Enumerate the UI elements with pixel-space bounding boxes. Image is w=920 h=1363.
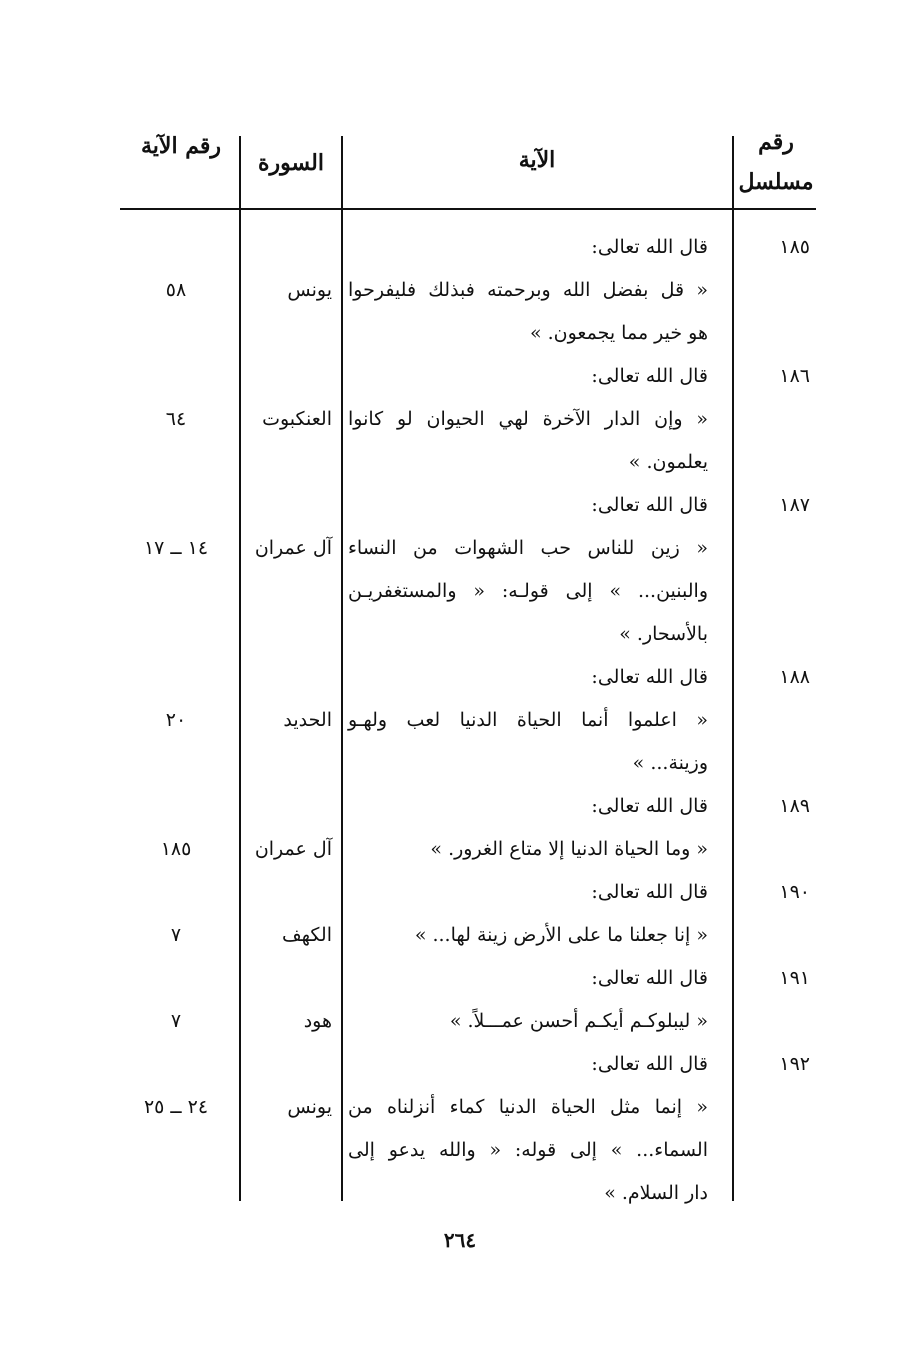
ayah-line: « وإن الدار الآخرة لهي الحيوان لو كانوا: [348, 408, 708, 430]
header-surah: السورة: [258, 150, 324, 176]
column-divider-serial: [732, 136, 734, 1201]
ayah-line: « زين للناس حب الشهوات من النساء: [348, 537, 708, 559]
ayah-text: [348, 1043, 708, 1215]
ayah-line: « ليبلوكـم أيكـم أحسن عمـــلاً. »: [449, 1010, 708, 1032]
ayah-text: [348, 957, 708, 1043]
ayah-intro-line: قال الله تعالى:: [591, 795, 708, 817]
ayah-number: ٢٤ ــ ٢٥: [143, 1096, 209, 1118]
serial-number: ١٨٦: [779, 365, 810, 387]
ayah-number: ٧: [170, 1010, 182, 1032]
ayah-intro-line: قال الله تعالى:: [591, 365, 708, 387]
serial-number: ١٨٥: [779, 236, 810, 258]
ayah-intro-line: قال الله تعالى:: [591, 236, 708, 258]
ayah-intro-line: قال الله تعالى:: [591, 881, 708, 903]
surah-name: هود: [303, 1010, 332, 1032]
surah-name: يونس: [287, 279, 332, 301]
column-divider-ayah: [341, 136, 343, 1201]
ayah-text: [348, 871, 708, 957]
serial-number: ١٨٨: [779, 666, 810, 688]
ayah-text: [348, 656, 708, 785]
ayah-number: ١٤ ــ ١٧: [143, 537, 209, 559]
ayah-intro-line: قال الله تعالى:: [591, 494, 708, 516]
surah-name: العنكبوت: [262, 408, 332, 430]
ayah-number: ٦٤: [165, 408, 187, 430]
serial-number: ١٨٩: [779, 795, 810, 817]
ayah-line: « قل بفضل الله وبرحمته فبذلك فليفرحوا: [348, 279, 708, 301]
ayah-line: والبنين... » إلى قولـه: « والمستغفريـن: [348, 580, 708, 602]
ayah-line: « اعلموا أنما الحياة الدنيا لعب ولهـو: [348, 709, 708, 731]
ayah-number: ٥٨: [165, 279, 187, 301]
ayah-line: « إنما مثل الحياة الدنيا كماء أنزلناه من: [348, 1096, 708, 1118]
ayah-line: وزينة... »: [632, 752, 708, 774]
surah-name: آل عمران: [254, 838, 332, 860]
ayah-line: « إنا جعلنا ما على الأرض زينة لها... »: [414, 924, 708, 946]
ayah-line: « وما الحياة الدنيا إلا متاع الغرور. »: [430, 838, 708, 860]
serial-number: ١٩١: [779, 967, 810, 989]
ayah-line: يعلمون. »: [628, 451, 708, 473]
surah-name: الكهف: [282, 924, 332, 946]
ayah-intro-line: قال الله تعالى:: [591, 967, 708, 989]
surah-name: الحديد: [283, 709, 332, 731]
ayah-number: ١٨٥: [160, 838, 192, 860]
serial-number: ١٩٠: [779, 881, 810, 903]
header-divider: [120, 208, 816, 210]
serial-number: ١٩٢: [779, 1053, 810, 1075]
surah-name: يونس: [287, 1096, 332, 1118]
ayah-text: [348, 785, 708, 871]
ayah-intro-line: قال الله تعالى:: [591, 1053, 708, 1075]
serial-number: ١٨٧: [779, 494, 810, 516]
ayah-intro-line: قال الله تعالى:: [591, 666, 708, 688]
page-number: ٢٦٤: [443, 1228, 477, 1252]
ayah-text: [348, 226, 708, 355]
ayah-text: [348, 484, 708, 656]
column-divider-surah: [239, 136, 241, 1201]
ayah-line: بالأسحار. »: [619, 623, 708, 645]
ayah-number: ٧: [170, 924, 182, 946]
ayah-line: هو خير مما يجمعون. »: [529, 322, 708, 344]
ayah-number: ٢٠: [165, 709, 187, 731]
ayah-line: دار السلام. »: [604, 1182, 708, 1204]
header-ayah-number: رقم الآية: [140, 133, 222, 159]
ayah-text: [348, 355, 708, 484]
header-serial: رقم مسلسل: [738, 129, 814, 195]
surah-name: آل عمران: [254, 537, 332, 559]
ayah-line: السماء... » إلى قوله: « والله يدعو إلى: [348, 1139, 708, 1161]
header-ayah: الآية: [518, 147, 556, 173]
